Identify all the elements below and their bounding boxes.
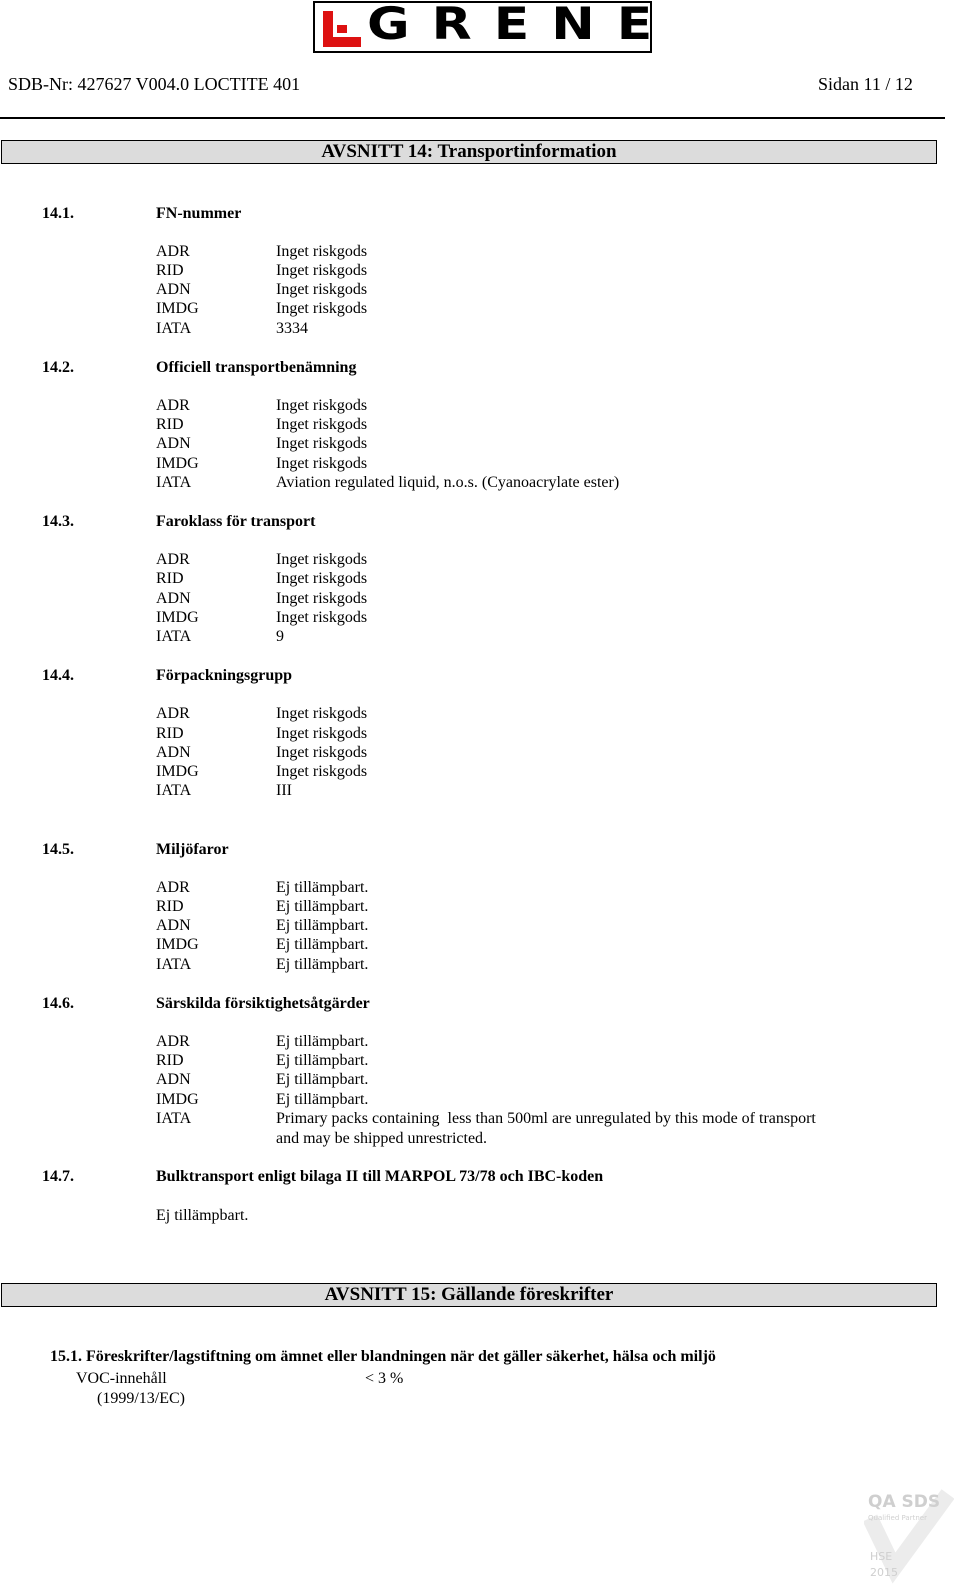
transport-value: Inget riskgods xyxy=(276,763,368,780)
transport-value: 3334 xyxy=(276,320,308,337)
section-number: 14.3. xyxy=(42,513,74,530)
transport-mode: IMDG xyxy=(156,1091,199,1108)
grene-logo xyxy=(313,0,675,53)
transport-value: Ej tillämpbart. xyxy=(276,1091,369,1108)
transport-mode: RID xyxy=(156,570,184,587)
transport-value: Inget riskgods xyxy=(276,397,368,414)
transport-mode: ADR xyxy=(156,1033,190,1050)
transport-mode: RID xyxy=(156,725,184,742)
transport-mode: IMDG xyxy=(156,300,199,317)
transport-mode: ADR xyxy=(156,879,190,896)
transport-mode: IATA xyxy=(156,320,192,337)
transport-mode: ADN xyxy=(156,281,191,298)
transport-value: 9 xyxy=(276,628,284,645)
voc-regulation: (1999/13/EC) xyxy=(97,1390,185,1407)
transport-mode: IATA xyxy=(156,628,192,645)
transport-value: Inget riskgods xyxy=(276,455,368,472)
transport-mode: RID xyxy=(156,898,184,915)
transport-mode: IMDG xyxy=(156,455,199,472)
transport-mode: ADN xyxy=(156,590,191,607)
transport-value: Inget riskgods xyxy=(276,243,368,260)
transport-value: Inget riskgods xyxy=(276,300,368,317)
section-number: 14.7. xyxy=(42,1168,74,1185)
watermark-line2: Qualified Partner xyxy=(868,1514,927,1522)
section-title: FN-nummer xyxy=(156,205,242,222)
transport-mode: RID xyxy=(156,1052,184,1069)
transport-mode: IATA xyxy=(156,956,192,973)
transport-value: Ej tillämpbart. xyxy=(276,917,369,934)
transport-value: Inget riskgods xyxy=(276,435,368,452)
section-number: 14.5. xyxy=(42,841,74,858)
section-title: Faroklass för transport xyxy=(156,513,316,530)
transport-value: Inget riskgods xyxy=(276,744,368,761)
section-number: 14.2. xyxy=(42,359,74,376)
section-number: 14.4. xyxy=(42,667,74,684)
transport-value: Inget riskgods xyxy=(276,416,368,433)
transport-mode: ADN xyxy=(156,744,191,761)
transport-mode: ADR xyxy=(156,551,190,568)
transport-value: Ej tillämpbart. xyxy=(276,879,369,896)
transport-mode: ADN xyxy=(156,435,191,452)
transport-mode: IMDG xyxy=(156,936,199,953)
transport-mode: ADN xyxy=(156,1071,191,1088)
transport-value: Inget riskgods xyxy=(276,725,368,742)
logo-mark-icon xyxy=(323,11,361,47)
voc-label: VOC-innehåll xyxy=(76,1370,167,1387)
transport-mode: ADN xyxy=(156,917,191,934)
section-15-1-heading: 15.1. Föreskrifter/lagstiftning om ämnet eller blandningen när det gäller säkerhet, hälsa och miljö xyxy=(50,1348,716,1365)
section-14-title: AVSNITT 14: Transportinformation xyxy=(321,141,617,162)
transport-value: Ej tillämpbart. xyxy=(276,1071,369,1088)
document-id: SDB-Nr: 427627 V004.0 LOCTITE 401 xyxy=(8,74,301,94)
transport-value: Inget riskgods xyxy=(276,705,368,722)
transport-value: Aviation regulated liquid, n.o.s. (Cyanoacrylate ester) xyxy=(276,474,620,491)
section-title: Officiell transportbenämning xyxy=(156,359,357,376)
transport-value: Ej tillämpbart. xyxy=(276,956,369,973)
transport-value: Inget riskgods xyxy=(276,590,368,607)
transport-value: III xyxy=(276,782,292,799)
transport-value: Ej tillämpbart. xyxy=(276,898,369,915)
transport-value: Inget riskgods xyxy=(276,609,368,626)
transport-mode: IATA xyxy=(156,782,192,799)
transport-mode: IATA xyxy=(156,1110,192,1127)
logo-text: GRENE xyxy=(367,0,675,50)
transport-value: Ej tillämpbart. xyxy=(276,1052,369,1069)
transport-value: Primary packs containing less than 500ml are unregulated by this mode of transport xyxy=(276,1110,816,1127)
transport-value: Ej tillämpbart. xyxy=(276,1033,369,1050)
transport-value: Inget riskgods xyxy=(276,570,368,587)
bulk-transport-text: Ej tillämpbart. xyxy=(156,1207,249,1224)
section-title: Särskilda försiktighetsåtgärder xyxy=(156,995,370,1012)
section-number: 14.1. xyxy=(42,205,74,222)
transport-value: Inget riskgods xyxy=(276,551,368,568)
section-title: Bulktransport enligt bilaga II till MARPOL 73/78 och IBC-koden xyxy=(156,1168,604,1185)
section-title: Miljöfaror xyxy=(156,841,229,858)
transport-mode: IMDG xyxy=(156,763,199,780)
transport-mode: IMDG xyxy=(156,609,199,626)
transport-mode: ADR xyxy=(156,397,190,414)
page-number: Sidan 11 / 12 xyxy=(818,74,913,94)
section-title: Förpackningsgrupp xyxy=(156,667,293,684)
transport-value: Ej tillämpbart. xyxy=(276,936,369,953)
section-14-banner xyxy=(1,140,937,164)
watermark-title: QA SDS xyxy=(868,1492,941,1512)
transport-value: Inget riskgods xyxy=(276,262,368,279)
voc-value: < 3 % xyxy=(365,1370,404,1387)
transport-mode: IATA xyxy=(156,474,192,491)
transport-mode: ADR xyxy=(156,243,190,260)
header-divider xyxy=(0,117,945,119)
transport-value: Inget riskgods xyxy=(276,281,368,298)
transport-mode: RID xyxy=(156,416,184,433)
watermark-year: 2015 xyxy=(870,1566,898,1579)
qa-sds-watermark xyxy=(864,1488,954,1584)
transport-mode: ADR xyxy=(156,705,190,722)
watermark-hse: HSE xyxy=(870,1550,893,1563)
section-15-title: AVSNITT 15: Gällande föreskrifter xyxy=(324,1284,614,1305)
section-number: 14.6. xyxy=(42,995,74,1012)
section-15-banner xyxy=(1,1283,937,1307)
transport-mode: RID xyxy=(156,262,184,279)
transport-value-continued: and may be shipped unrestricted. xyxy=(276,1130,488,1147)
